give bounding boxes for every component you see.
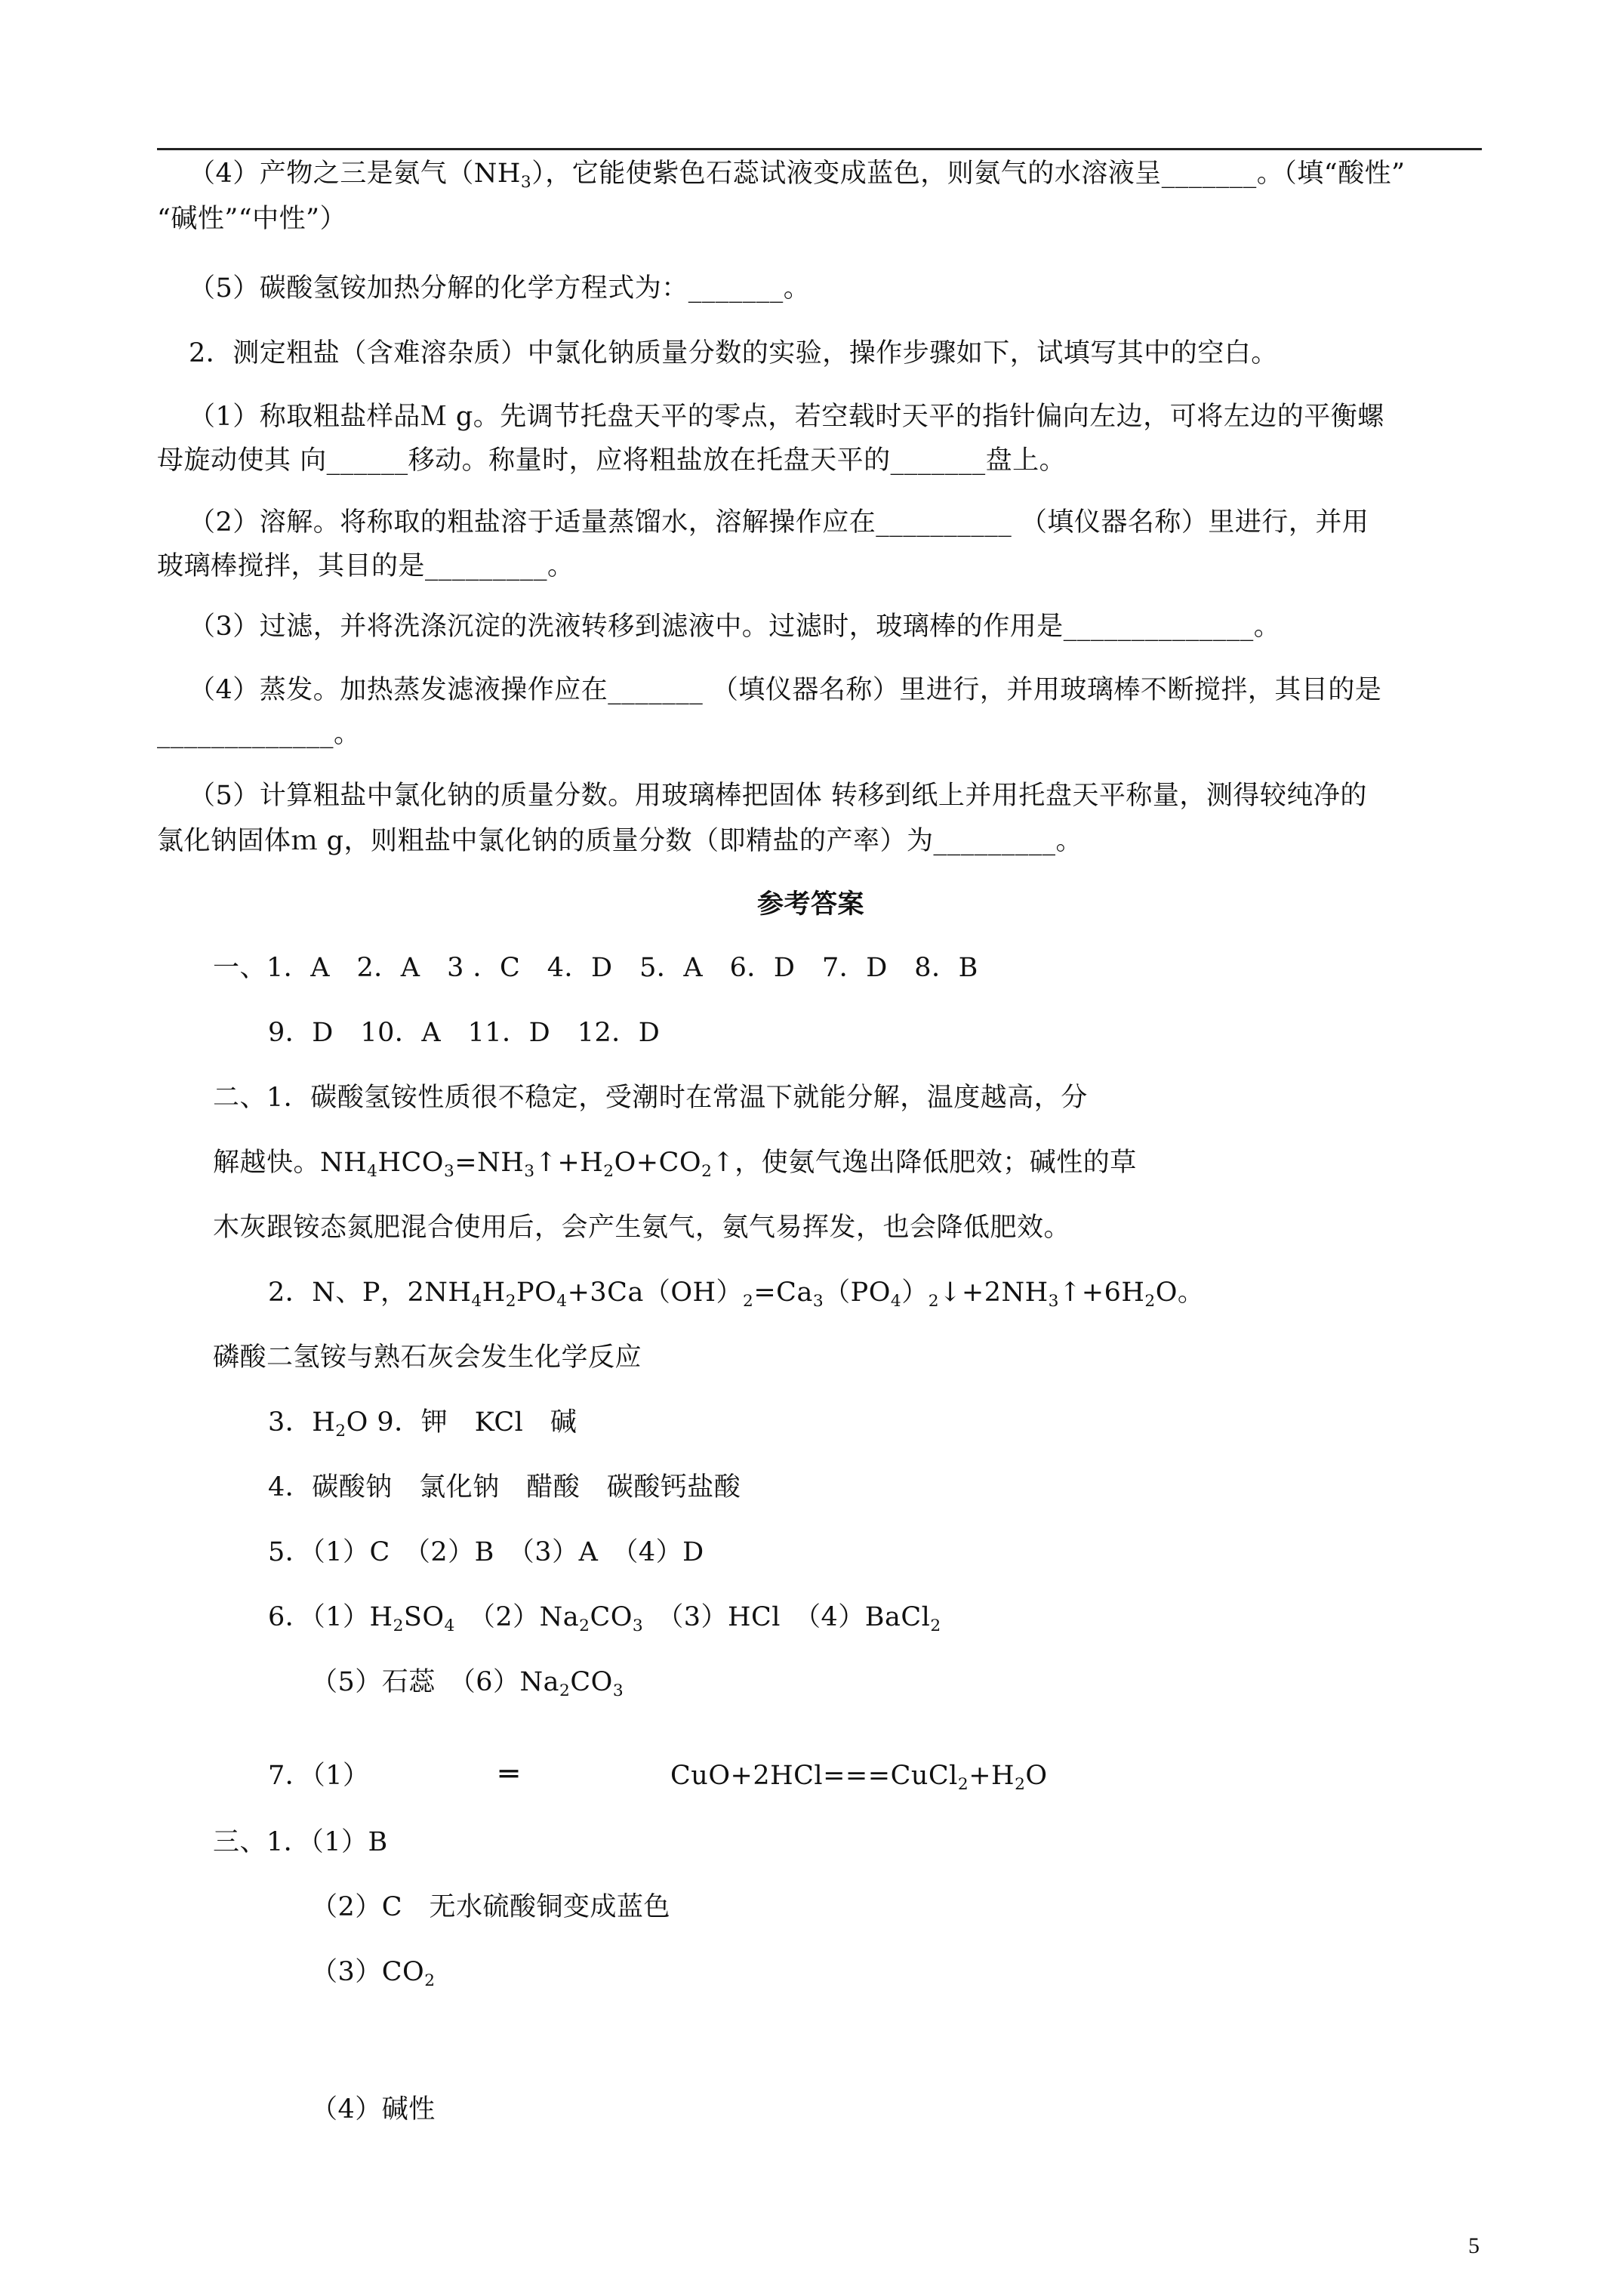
answers-2-7-equation: $CuO+2HCl===CuCl_2+H_2O$ [670,1761,1048,1794]
exp2-step3: （3）过滤，并将洗涤沉淀的洗液转移到滤液中。过滤时，玻璃棒的作用是______________。 [189,612,1281,642]
answers-3-4: （4）碱性 [311,2094,436,2125]
answers-3-1: 三、1．（1）B [213,1827,388,1857]
answers-2-1-line3: 木灰跟铵态氮肥混合使用后，会产生氨气，氨气易挥发，也会降低肥效。 [213,1213,1071,1243]
q5-text: （5）碳酸氢铵加热分解的化学方程式为：_______。 [189,273,811,304]
exp2-intro: 2．测定粗盐（含难溶杂质）中氯化钠质量分数的实验，操作步骤如下，试填写其中的空白。 [189,338,1278,368]
page-number: 5 [1468,2233,1480,2258]
answers-2-7-equals: ═ [500,1757,519,1792]
answers-2-4: 4．碳酸钠 氯化钠 醋酸 碳酸钙盐酸 [268,1472,741,1502]
exp2-step1-line2: 母旋动使其 向______移动。称量时，应将粗盐放在托盘天平的_______盘上。 [157,445,1067,476]
exp2-step4-line2: _____________。 [157,719,361,749]
answers-part1-line1: 一、1．A 2．A 3 ．C 4．D 5．A 6．D 7．D 8．B [213,953,978,983]
exp2-step4-line1: （4）蒸发。加热蒸发滤液操作应在_______ （填仪器名称）里进行，并用玻璃棒不断搅拌，其目的是 [189,675,1382,705]
answers-title: 参考答案 [757,889,865,920]
answers-2-1-line2: 解越快。$NH_4HCO_3=NH_3↑+H_2O+CO_2↑$，使氨气逸出降低肥效；碱性的草 [213,1148,1137,1181]
answers-2-2-line1: 2．N、P，$2NH_4H_2PO_4+3Ca(OH)_2=Ca_3(PO_4)_2↓+2NH_3↑+6H_2O$。 [268,1277,1205,1311]
answers-3-2: （2）C 无水硫酸铜变成蓝色 [311,1892,671,1922]
answers-2-6-line2: （5）石蕊 $(6)Na_2CO_3$ [311,1667,624,1700]
answers-3-3: $(3)CO_2$ [311,1957,436,1990]
answers-2-5: 5．（1）C （2）B （3）A （4）D [268,1537,704,1567]
exp2-step2-line1: （2）溶解。将称取的粗盐溶于适量蒸馏水，溶解操作应在__________ （填仪器名称）里进行，并用 [189,507,1369,538]
answers-2-7-label: 7．（1） [268,1761,370,1791]
answers-2-1-line1: 二、1．碳酸氢铵性质很不稳定，受潮时在常温下就能分解，温度越高，分 [213,1083,1088,1113]
answers-2-6-line1: 6．$(1)H_2SO_4$ $(2)Na_2CO_3$ （3）HCl （4）BaCl$_2$ [268,1602,941,1635]
q4-line1: （4）产物之三是氨气$(NH_3)$，它能使紫色石蕊试液变成蓝色，则氨气的水溶液呈_______。（填“酸性” [189,159,1406,192]
answers-part1-line2: 9．D 10．A 11．D 12．D [268,1018,661,1048]
exp2-step1-line1: （1）称取粗盐样品Ｍ g。先调节托盘天平的零点，若空载时天平的指针偏向左边，可将左边的平衡螺 [189,402,1384,432]
exp2-step5-line2: 氯化钠固体ｍ g，则粗盐中氯化钠的质量分数（即精盐的产率）为_________。 [157,826,1083,856]
answers-2-3: 3．$H_2O$ 9．钾 KCl 碱 [268,1407,577,1441]
q4-line2: “碱性”“中性”） [157,204,347,234]
exp2-step5-line1: （5）计算粗盐中氯化钠的质量分数。用玻璃棒把固体 转移到纸上并用托盘天平称量，测得较纯净的 [189,781,1367,811]
exp2-step2-line2: 玻璃棒搅拌，其目的是_________。 [157,551,574,581]
header-rule [157,148,1482,150]
answers-2-2-line2: 磷酸二氢铵与熟石灰会发生化学反应 [213,1342,642,1373]
